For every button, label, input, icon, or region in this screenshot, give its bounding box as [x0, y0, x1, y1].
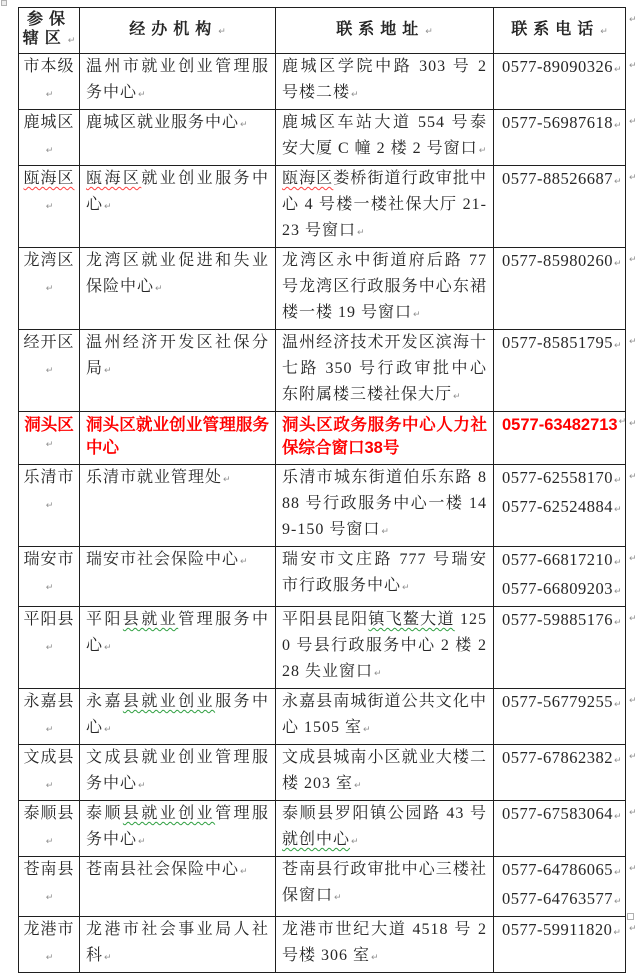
end-of-row-mark: ↵: [629, 696, 637, 706]
end-of-cell-mark: ↵: [46, 366, 54, 376]
district-cell: 瑞安市↵: [19, 547, 80, 607]
end-of-cell-mark: ↵: [46, 284, 54, 294]
end-of-cell-mark: ↵: [104, 953, 112, 963]
row-end-cell: [626, 689, 638, 745]
end-of-cell-mark: ↵: [402, 583, 410, 593]
header-label-address: 联系地址: [336, 21, 424, 38]
table-row: [19, 248, 638, 330]
table-row: [19, 110, 638, 166]
end-of-cell-mark: ↵: [138, 837, 146, 847]
row-end-cell: [626, 110, 638, 166]
end-of-row-mark: ↵: [629, 808, 637, 818]
end-of-cell-mark: ↵: [46, 146, 54, 156]
district-cell: 乐清市↵: [19, 465, 80, 547]
end-of-cell-mark: ↵: [614, 259, 622, 269]
phone-number: 0577-64786065↵: [502, 857, 619, 886]
phone-cell: [494, 607, 626, 689]
end-of-cell-mark: ↵: [138, 90, 146, 100]
phone-cell: [494, 54, 626, 110]
district-cell: 文成县↵: [19, 745, 80, 801]
end-of-cell-mark: ↵: [614, 65, 622, 75]
phone-number: 0577-88526687↵: [502, 166, 619, 195]
agency-cell: 龙港市社会事业局人社科↵: [80, 917, 276, 973]
end-of-cell-mark: ↵: [46, 837, 54, 847]
phone-number: 0577-64763577↵: [502, 886, 619, 915]
table-move-handle-icon: [1, 0, 7, 6]
header-label-district: 参保辖区: [23, 11, 71, 47]
table-header-row: [19, 8, 638, 54]
agency-cell: 文成县就业创业管理服务中心↵: [80, 745, 276, 801]
end-of-cell-mark: ↵: [614, 756, 622, 766]
spellcheck-squiggle: 瓯海区: [282, 170, 333, 187]
end-of-cell-mark: ↵: [374, 669, 382, 679]
end-of-row-mark: ↵: [629, 472, 637, 482]
address-cell: 永嘉县南城街道公共文化中心 1505 室↵: [276, 689, 494, 745]
end-of-row-mark: ↵: [629, 117, 637, 127]
district-cell: 苍南县↵: [19, 857, 80, 917]
phone-number: 0577-89090326↵: [502, 54, 619, 83]
end-of-row-mark: ↵: [629, 173, 637, 183]
phone-number: 0577-63482713↵: [502, 414, 619, 440]
row-end-cell: [626, 857, 638, 917]
table-row: [19, 54, 638, 110]
spellcheck-squiggle: 瓯海区: [23, 170, 74, 187]
end-of-cell-mark: ↵: [614, 700, 622, 710]
agency-cell: 瑞安市社会保险中心↵: [80, 547, 276, 607]
row-end-cell: [626, 547, 638, 607]
end-of-cell-mark: ↵: [104, 202, 112, 212]
phone-cell: [494, 110, 626, 166]
phone-cell: [494, 547, 626, 607]
district-cell: 永嘉县↵: [19, 689, 80, 745]
end-of-cell-mark: ↵: [46, 643, 54, 653]
district-cell: 龙港市↵: [19, 917, 80, 973]
end-of-cell-mark: ↵: [46, 501, 54, 511]
phone-number: 0577-85851795↵: [502, 330, 619, 359]
end-of-cell-mark: ↵: [479, 146, 487, 156]
district-cell: 平阳县↵: [19, 607, 80, 689]
spellcheck-squiggle: 瓯海区: [86, 170, 141, 187]
spellcheck-squiggle: 县就业: [123, 611, 178, 628]
phone-number: 0577-67862382↵: [502, 745, 619, 774]
row-end-cell: [626, 412, 638, 465]
row-end-cell: [626, 330, 638, 412]
district-cell: 经开区↵: [19, 330, 80, 412]
end-of-cell-mark: ↵: [614, 812, 622, 822]
spellcheck-squiggle: 县就业创业: [123, 693, 215, 710]
agency-cell: 瓯海区就业创业服务中心↵: [80, 166, 276, 248]
table-row: [19, 547, 638, 607]
agency-cell: 永嘉县就业创业服务中心↵: [80, 689, 276, 745]
phone-cell: [494, 465, 626, 547]
district-cell: 泰顺县↵: [19, 801, 80, 857]
end-of-cell-mark: ↵: [357, 228, 365, 238]
spellcheck-squiggle: 县就业创业: [123, 805, 215, 822]
address-cell: 泰顺县罗阳镇公园路 43 号就创中心↵: [276, 801, 494, 857]
table-row: [19, 465, 638, 547]
header-label-phone: 联系电话: [511, 21, 599, 38]
phone-cell: [494, 857, 626, 917]
end-of-cell-mark: ↵: [46, 953, 54, 963]
phone-number: 0577-56987618↵: [502, 110, 619, 139]
phone-cell: [494, 917, 626, 973]
phone-cell: [494, 689, 626, 745]
phone-number: 0577-56779255↵: [502, 689, 619, 718]
phone-cell: [494, 412, 626, 465]
end-of-row-mark: ↵: [629, 419, 637, 429]
end-of-cell-mark: ↵: [614, 897, 622, 907]
address-cell: 瓯海区娄桥街道行政审批中心 4 号楼一楼社保大厅 21-23 号窗口↵: [276, 166, 494, 248]
phone-number: 0577-62558170↵: [502, 465, 619, 494]
address-cell: 龙湾区永中街道府后路 77 号龙湾区行政服务中心东裙楼一楼 19 号窗口↵: [276, 248, 494, 330]
row-end-cell: [626, 801, 638, 857]
table-row: [19, 330, 638, 412]
end-of-cell-mark: ↵: [614, 618, 622, 628]
agency-cell: 温州市就业创业管理服务中心↵: [80, 54, 276, 110]
phone-cell: [494, 248, 626, 330]
phone-number: 0577-67583064↵: [502, 801, 619, 830]
row-end-cell: [626, 607, 638, 689]
table-row: [19, 166, 638, 248]
end-of-cell-mark: ↵: [46, 90, 54, 100]
end-of-cell-mark: ↵: [614, 341, 622, 351]
end-of-cell-mark: ↵: [104, 643, 112, 653]
end-of-cell-mark: ↵: [68, 36, 76, 46]
spellcheck-squiggle: 就创中心: [282, 831, 350, 848]
district-cell: [19, 166, 80, 248]
end-of-cell-mark: ↵: [46, 893, 54, 903]
end-of-cell-mark: ↵: [46, 725, 54, 735]
agency-cell: 洞头区就业创业管理服务中心: [80, 412, 276, 465]
header-cell-district: [19, 8, 80, 54]
end-of-row-mark: ↵: [629, 15, 637, 25]
agency-cell: 平阳县就业管理服务中心↵: [80, 607, 276, 689]
address-cell: 文成县城南小区就业大楼二楼 203 室↵: [276, 745, 494, 801]
end-of-row-mark: ↵: [629, 61, 637, 71]
end-of-cell-mark: ↵: [614, 868, 622, 878]
agency-cell: 龙湾区就业促进和失业保险中心↵: [80, 248, 276, 330]
end-of-cell-mark: ↵: [138, 781, 146, 791]
agency-cell: 鹿城区就业服务中心↵: [80, 110, 276, 166]
header-cell-phone: [494, 8, 626, 54]
agency-cell: 温州经济开发区社保分局↵: [80, 330, 276, 412]
phone-cell: [494, 801, 626, 857]
end-of-cell-mark: ↵: [600, 27, 608, 37]
end-of-cell-mark: ↵: [614, 558, 622, 568]
district-cell: 市本级↵: [19, 54, 80, 110]
header-cell-agency: [80, 8, 276, 54]
end-of-cell-mark: ↵: [614, 505, 622, 515]
end-of-cell-mark: ↵: [218, 27, 226, 37]
end-of-cell-mark: ↵: [240, 557, 248, 567]
phone-cell: [494, 745, 626, 801]
end-of-cell-mark: ↵: [104, 366, 112, 376]
district-cell: 龙湾区↵: [19, 248, 80, 330]
end-of-cell-mark: ↵: [240, 867, 248, 877]
contact-table: [18, 7, 638, 973]
end-of-cell-mark: ↵: [46, 202, 54, 212]
phone-number: 0577-59885176↵: [502, 607, 619, 636]
address-cell: 乐清市城东街道伯乐东路 888 号行政服务中心一楼 149-150 号窗口↵: [276, 465, 494, 547]
table-row: [19, 412, 638, 465]
end-of-cell-mark: ↵: [619, 417, 627, 427]
phone-number: 0577-66809203↵: [502, 576, 619, 605]
end-of-cell-mark: ↵: [155, 284, 163, 294]
row-end-cell: [626, 54, 638, 110]
address-cell: 瑞安市文庄路 777 号瑞安市行政服务中心↵: [276, 547, 494, 607]
address-cell: 鹿城区学院中路 303 号 2 号楼二楼↵: [276, 54, 494, 110]
end-of-cell-mark: ↵: [381, 527, 389, 537]
table-row: [19, 801, 638, 857]
row-end-cell: [626, 745, 638, 801]
end-of-cell-mark: ↵: [354, 781, 362, 791]
table-row: [19, 917, 638, 973]
address-cell: 龙港市世纪大道 4518 号 2 号楼 306 室↵: [276, 917, 494, 973]
address-cell: 鹿城区车站大道 554 号泰安大厦 C 幢 2 楼 2 号窗口↵: [276, 110, 494, 166]
agency-cell: 泰顺县就业创业管理服务中心↵: [80, 801, 276, 857]
end-of-cell-mark: ↵: [240, 120, 248, 130]
end-of-cell-mark: ↵: [104, 725, 112, 735]
table-row: [19, 857, 638, 917]
address-cell: 平阳县昆阳镇飞鳌大道 1250 号县行政服务中心 2 楼 228 失业窗口↵: [276, 607, 494, 689]
row-end-cell: [626, 166, 638, 248]
agency-cell: 苍南县社会保险中心↵: [80, 857, 276, 917]
end-of-cell-mark: ↵: [46, 440, 54, 450]
end-of-cell-mark: ↵: [363, 725, 371, 735]
district-cell: 鹿城区↵: [19, 110, 80, 166]
end-of-cell-mark: ↵: [453, 392, 461, 402]
end-of-row-mark: ↵: [629, 554, 637, 564]
end-of-cell-mark: ↵: [614, 476, 622, 486]
row-end-cell: [626, 248, 638, 330]
header-row-end-cell: [626, 8, 638, 54]
phone-number: 0577-66817210↵: [502, 547, 619, 576]
end-of-cell-mark: ↵: [614, 587, 622, 597]
end-of-row-mark: ↵: [629, 924, 637, 934]
end-of-row-mark: ↵: [629, 255, 637, 265]
end-of-cell-mark: ↵: [351, 837, 359, 847]
end-of-cell-mark: ↵: [334, 893, 342, 903]
end-of-row-mark: ↵: [629, 752, 637, 762]
phone-number: 0577-62524884↵: [502, 494, 619, 523]
end-of-cell-mark: ↵: [413, 310, 421, 320]
row-end-cell: [626, 917, 638, 973]
end-of-cell-mark: ↵: [371, 953, 379, 963]
end-of-cell-mark: ↵: [425, 27, 433, 37]
table-row: [19, 607, 638, 689]
address-cell: 苍南县行政审批中心三楼社保窗口↵: [276, 857, 494, 917]
header-cell-address: [276, 8, 494, 54]
end-of-cell-mark: ↵: [223, 475, 231, 485]
agency-cell: 乐清市就业管理处↵: [80, 465, 276, 547]
end-of-cell-mark: ↵: [351, 90, 359, 100]
end-of-cell-mark: ↵: [613, 928, 621, 938]
table-row: [19, 689, 638, 745]
end-of-cell-mark: ↵: [46, 583, 54, 593]
district-cell: 洞头区↵: [19, 412, 80, 465]
address-cell: 洞头区政务服务中心人力社保综合窗口38号: [276, 412, 494, 465]
end-of-row-mark: ↵: [629, 337, 637, 347]
row-end-cell: [626, 465, 638, 547]
table-body: [19, 54, 638, 973]
phone-number: 0577-85980260↵: [502, 248, 619, 277]
phone-cell: [494, 330, 626, 412]
phone-cell: [494, 166, 626, 248]
header-label-agency: 经办机构: [129, 21, 217, 38]
end-of-cell-mark: ↵: [46, 781, 54, 791]
end-of-row-mark: ↵: [629, 614, 637, 624]
end-of-cell-mark: ↵: [614, 121, 622, 131]
end-of-row-mark: ↵: [629, 864, 637, 874]
table-row: [19, 745, 638, 801]
phone-number: 0577-59911820↵: [502, 917, 619, 946]
end-of-cell-mark: ↵: [614, 177, 622, 187]
spellcheck-squiggle: 镇飞鳌大道: [368, 611, 454, 628]
address-cell: 温州经济技术开发区滨海十七路 350 号行政审批中心东附属楼三楼社保大厅↵: [276, 330, 494, 412]
